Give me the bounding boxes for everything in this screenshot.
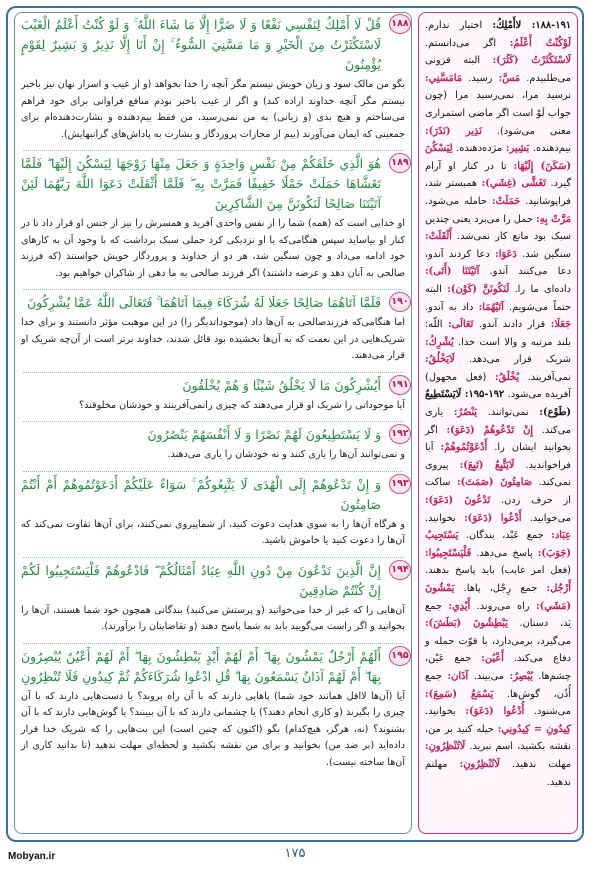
glossary-term: أَعْيُن: [481, 653, 504, 665]
glossary-term: أُدْعُوا (دَعَوَ): [465, 706, 525, 718]
glossary-term: عِبَاد: [551, 530, 571, 542]
glossary-definition: می‌شنود. [533, 706, 571, 718]
glossary-definition: داده‌ای ما را. [514, 283, 571, 295]
verse-block [15, 473, 411, 556]
glossary-definition: پاسخ می‌دهد. [476, 547, 533, 559]
verse-divider [23, 643, 403, 644]
glossary-term: حَمَلَتْ: [492, 195, 521, 207]
glossary-term: يَبْطِشُونَ (بَطَشَ): [425, 618, 508, 630]
verse-number-badge: ۱۹۵ [389, 646, 411, 666]
glossary-definition: اختیار ندارم. [425, 20, 483, 31]
glossary-definition: جمع رِجْل، پاها. [463, 583, 538, 594]
glossary-term: آتَيْتَنَا (أَتَى): [425, 266, 480, 278]
glossary-definition: بیم‌دهنده. [532, 143, 571, 155]
glossary-definition: جمع عَبْد، بندگان. [465, 530, 544, 542]
glossary-definition: حمل را می‌برد یعنی چندین سبک بود مانع کار نمی‌شد. [425, 213, 571, 243]
verse-block [15, 374, 411, 421]
glossary-term: يَنْصُرُ: [453, 407, 478, 419]
verse-divider [23, 289, 403, 290]
glossary-term: يَسْتَجِيبُ (جَوَبَ): [425, 530, 571, 559]
verse-number-badge: ۱۹۳ [389, 474, 411, 494]
glossary-definition: آیا فراخواندید. [425, 442, 571, 471]
verse-block [15, 559, 411, 642]
verse-translation: او خدایی است که (همه) شما را از نفس واحدی آفرید و همسرش را نیز از جنس او قرار داد تا در کنار او بیاساید سپس هنگامی‌که با او نزدیکی کرد حملی سبک برداشت که با وجود آن به کارهای خود ادامه می‌داد و چون سنگین شد، هر دو از خداوند و پروردگار خویش خواستند (که فرزند صالحی به آنان دهد و عرضه داشتند) اگر فرزند صالحی به ما دهی از شاکران خواهیم بود. [21, 218, 405, 279]
glossary-definition: نرسید مرا، نمی‌رسید مرا (چون جواب لَوْ است اگر ماضی استمراری معنی می‌شود). [425, 90, 571, 137]
verse-block [15, 423, 411, 470]
glossary-definition: حامله می‌شود. [425, 195, 487, 207]
glossary-term: جَعَلَا: [550, 319, 571, 331]
glossary-term: أَدْعُوا (دَعَوَ): [464, 512, 522, 524]
verse-divider [23, 372, 403, 373]
glossary-term: لَاسْتَكْثَرْتُ (كَثُرَ): [492, 55, 571, 67]
glossary-definition: مهلت ندهید. [512, 758, 571, 770]
glossary-term: كِيدُونِ = كِيدُونِي: [497, 723, 571, 735]
verse-divider [23, 150, 403, 151]
glossary-definition: می‌خوانید. [529, 512, 571, 524]
verse-number-badge: ۱۹۰ [389, 292, 411, 312]
verse-divider [23, 557, 403, 558]
glossary-definition: مژده‌دهنده. [456, 143, 503, 155]
site-watermark: Mobyan.ir [8, 851, 56, 862]
glossary-term: لَنَكُونَنَّ (كَوْن): [447, 283, 510, 295]
ayah-text: إِنَّ الَّذِينَ تَدْعُونَ مِنْ دُونِ اللَّهِ عِبَادٌ أَمْثَالُكُمْ ۖ فَادْعُوهُمْ فَلْيَسْتَجِيبُوا لَكُمْ إِنْ كُنْتُمْ صَادِقِينَ [21, 562, 381, 598]
verse-divider [23, 421, 403, 422]
verse-translation: آیا (آن‌ها لااقل همانند خود شما) پاهایی دارند که با آن راه بروند؟ یا دست‌هایی دارند که با آن چیزی را بگیرند (و کاری انجام دهند؟) یا چشمانی دارند که با آن ببینند؟ یا گوش‌هایی دارند که با آن بشنوند؟ (نه، هرگز، هیچ‌کدام) بگو (اکنون که چنین است) این بت‌هایی را که شریک خدا قرار داده‌اید (بر ضد من) بخوانید و برای من نقشه بکشید و لحظه‌ای مهلت ندهید (تا بدانید کاری از آن‌ها ساخته نیست). [21, 690, 405, 768]
verse-number-badge: ۱۸۹ [389, 153, 411, 173]
verse-translation: و هرگاه آن‌ها را به سوی هدایت دعوت کنید، از شماپیروی نمی‌کنند، برای آن‌ها تفاوت نمی‌کند که آن‌ها را دعوت کنید یا خاموش باشید. [21, 518, 405, 546]
glossary-term: آتَيْهُمَا: [478, 301, 504, 313]
glossary-text [419, 13, 577, 795]
glossary-definition: قرار دادند آندو. [478, 319, 546, 331]
ayah-text: فَلَمَّا آتَاهُمَا صَالِحًا جَعَلَا لَهُ شُرَكَاءَ فِيمَا آتَاهُمَا ۚ فَتَعَالَى اللَّهُ عَمَّا يُشْرِكُونَ [27, 295, 381, 310]
glossary-term: فَلْيَسْتَجِيبُوا: [425, 547, 472, 559]
glossary-term: تَغَشَّى (غِشَي): [481, 178, 546, 190]
glossary-definition: سنگین شد. [522, 248, 571, 260]
verse-block [15, 13, 411, 149]
glossary-definition: حیله کنید بر من، نقشه بکشید، اسم نبرید. [425, 723, 571, 753]
glossary-definition: جمع أُذُن، گوش‌ها. [425, 670, 571, 700]
glossary-definition: مهلتم ندهید. [425, 758, 571, 788]
glossary-term: لِيَسْكُنَ (سَكَنَ) إِلَيْهَا: [425, 143, 571, 172]
glossary-term: أَثْقَلَتْ: [425, 231, 452, 243]
glossary-definition: نمی‌توانند. [487, 407, 529, 419]
glossary-term: نَذِير (نَذَرَ): [425, 125, 482, 137]
glossary-term: يُشْرِكُ: [425, 336, 454, 348]
glossary-term: أَرْجُل: [546, 583, 572, 594]
glossary-term: يَمْشُونَ (مَشَي): [425, 583, 571, 612]
glossary-definition: (فعل مجهول) آفریده می‌شود. [425, 371, 571, 401]
glossary-term: مَسَّ: [498, 72, 521, 84]
glossary-term: إِنْ تَدْعُوهُمْ (دَعَوَ): [446, 424, 534, 436]
glossary-definition: البته فزونی می‌طلبیدم. [425, 55, 571, 84]
glossary-term: تَعَالَى: [448, 319, 474, 331]
glossary-definition: راه می‌روند. [476, 600, 530, 612]
glossary-definition: ساکت از حرف زدن. [425, 477, 571, 507]
glossary-definition: بخوانید. [425, 512, 456, 524]
glossary-term: يَسْمَعُ (سَمِعَ): [425, 688, 494, 700]
glossary-definition: (فعل امر غایب) باید پاسخ بدهند. [425, 565, 571, 577]
verse-block [15, 645, 411, 778]
glossary-definition: یاری می‌کند. [425, 407, 572, 436]
glossary-term: أَيْدِي: [448, 600, 471, 612]
glossary-term: مَرَّتْ بِهِ: [536, 213, 571, 225]
glossary-term: لَايَخْلُقُ: [425, 354, 455, 366]
glossary-term: آذَان: [447, 670, 469, 682]
ayah-text: وَ إِنْ تَدْعُوهُمْ إِلَى الْهُدَى لَا يَتَّبِعُوكُمْ ۚ سَوَاءٌ عَلَيْكُمْ أَدَعَوْتُمُوهُمْ أَمْ أَنْتُمْ صَامِتُونَ [21, 476, 381, 512]
page-number: ۱۷۵ [284, 846, 306, 861]
verse-translation: اما هنگامی‌که فرزندصالحی به آن‌ها داد (موجوداتدیگر را) در این موهبت مؤثر دانستند و برای خدا شریک‌هایی در این نعمت که به آن‌ها بخشیده بود قائل شدند، خداوند برتر است از آن‌چه شریک او قرار می‌دهند. [21, 317, 405, 361]
verse-block [15, 291, 411, 371]
glossary-definition: داد به آندو. [425, 301, 474, 313]
glossary-term: ۱۸۸-۱۹۱: لاأَمْلِكُ: [492, 20, 571, 31]
glossary-definition: دعا کردند آندو، دعا می‌کنند آندو. [425, 248, 571, 278]
glossary-definition: می‌گیرد، برمی‌دارد، با قوّت حمله و دفاع می‌کند. [425, 635, 571, 665]
glossary-definition: رسید. [468, 72, 493, 84]
glossary-term: صَامِتُونَ (صَمَتَ): [456, 477, 533, 489]
glossary-definition: نمی‌آفریند. [527, 371, 571, 383]
verse-block [15, 152, 411, 288]
ayah-text: أَيُشْرِكُونَ مَا لَا يَخْلُقُ شَيْئًا وَ هُمْ يُخْلَقُونَ [182, 377, 381, 393]
glossary-sidebar [418, 12, 578, 834]
glossary-definition: جمع يَد، دستان. [425, 600, 571, 630]
glossary-term: أَدْعَوْتُمُوهُمْ: [440, 442, 488, 454]
glossary-term: لَاتُنْظِرُونِ: [425, 741, 466, 753]
glossary-definition: اگر می‌دانستم. [425, 37, 497, 49]
glossary-definition: بخوانید. [425, 706, 456, 718]
glossary-definition: تا در کنار او آرام گیرد. [425, 160, 571, 190]
verse-number-badge: ۱۹۲ [389, 424, 411, 444]
verses-column [14, 12, 412, 834]
ayah-text: أَلَهُمْ أَرْجُلٌ يَمْشُونَ بِهَا ۖ أَمْ لَهُمْ أَيْدٍ يَبْطِشُونَ بِهَا ۖ أَمْ لَهُمْ أَعْيُنٌ يُبْصِرُونَ بِهَا ۖ أَمْ لَهُمْ آذَانٌ يَسْمَعُونَ بِهَا ۗ قُلِ ادْعُوا شُرَكَاءَكُمْ ثُمَّ كِيدُونِ فَلَا تُنْظِرُونِ [21, 648, 381, 684]
glossary-definition: پیروی نمی‌کند. [425, 459, 571, 489]
glossary-definition: اگر بخوانید ایشان را. [425, 424, 572, 454]
ayah-text: هُوَ الَّذِي خَلَقَكُمْ مِنْ نَفْسٍ وَاحِدَةٍ وَ جَعَلَ مِنْهَا زَوْجَهَا لِيَسْكُنَ إِلَيْهَا ۖ فَلَمَّا تَغَشَّاهَا حَمَلَتْ حَمْلًا خَفِيفًا فَمَرَّتْ بِهِ ۖ فَلَمَّا أَثْقَلَتْ دَعَوَا اللَّهَ رَبَّهُمَا لَئِنْ آتَيْتَنَا صَالِحًا لَنَكُونَنَّ مِنَ الشَّاكِرِينَ [21, 156, 381, 211]
glossary-term: دَعَوَا: [495, 248, 517, 260]
glossary-term: ۱۹۲-۱۹۵: لَايَسْتَطِيعُ (طَوْع): [425, 389, 571, 419]
verse-number-badge: ۱۹۱ [389, 375, 411, 395]
glossary-term: يُخْلَقُ: [494, 371, 520, 383]
glossary-definition: جمع عَيْن، چشم‌ها. [425, 653, 571, 682]
ayah-text: قُلْ لَا أَمْلِكُ لِنَفْسِي نَفْعًا وَ لَا ضَرًّا إِلَّا مَا شَاءَ اللَّهُ ۚ وَ لَوْ كُنْتُ أَعْلَمُ الْغَيْبَ لَاسْتَكْثَرْتُ مِنَ الْخَيْرِ وَ مَا مَسَّنِيَ السُّوءُ ۚ إِنْ أَنَا إِلَّا نَذِيرٌ وَ بَشِيرٌ لِقَوْمٍ يُؤْمِنُونَ [21, 17, 381, 72]
glossary-definition: اللّه: بلند مرتبه و والا است خدا. [425, 319, 571, 348]
glossary-term: مَامَسَّنِي: [425, 72, 462, 84]
verse-divider [23, 471, 403, 472]
glossary-term: لَايَتَّبِعُ (تَبِعَ): [459, 459, 515, 471]
glossary-term: تَدْعُونَ (دَعَوَ): [425, 495, 491, 507]
verse-translation: و نمی‌توانند آن‌ها را یاری کنند و نه خودشان را یاری می‌دهند. [167, 449, 405, 460]
glossary-term: بَشِير: [505, 143, 530, 155]
glossary-definition: شریک قرار می‌دهد. [468, 354, 571, 366]
verse-number-badge: ۱۸۸ [389, 14, 411, 34]
verse-number-badge: ۱۹۴ [389, 560, 411, 580]
ayah-text: وَ لَا يَسْتَطِيعُونَ لَهُمْ نَصْرًا وَ لَا أَنْفُسَهُمْ يَنْصُرُونَ [147, 427, 381, 442]
glossary-term: يُبْصِرُ: [509, 670, 533, 682]
verse-translation: بگو من مالک سود و زیان خویش نیستم مگر آنچه را خدا بخواهد (و از غیب و اسرار نهان نیز باخبر نیستم مگر آنچه خداوند اراده کند) و اگر از غیب باخبر بودم منافع فراوانی برای خود فراهم می‌ساختم و هیچ بدی (و زیانی) به من نمی‌رسید، من فقط بیم‌دهنده و بشارت‌دهنده‌ام برای جمعیتی که ایمان می‌آورند (بیم از مجازات پروردگار و بشارت به پاداش‌های گرانبهایش). [21, 79, 405, 140]
glossary-definition: همبستر شد، فراپوشانید. [425, 178, 571, 207]
glossary-term: لَوْكُنْتُ أَعْلَمُ: [509, 37, 571, 49]
verse-translation: آیا موجوداتی را شریک او قرار می‌دهند که چیزی رانمی‌آفرینند و خودشان مخلوقند؟ [79, 399, 405, 411]
glossary-definition: البته حتماً می‌شویم. [425, 283, 571, 313]
glossary-definition: می‌بیند. [473, 670, 505, 682]
glossary-term: لَاتُنْظِرُونِ: [459, 758, 500, 770]
verse-translation: آن‌هایی را که غیر از خدا می‌خوانید (و پرستش می‌کنید) بندگانی همچون خود شما هستند، آن‌ها را بخوانید و اگر راست می‌گویید باید به شما پاسخ دهند (و تقاضایتان را برآورند). [21, 604, 405, 632]
